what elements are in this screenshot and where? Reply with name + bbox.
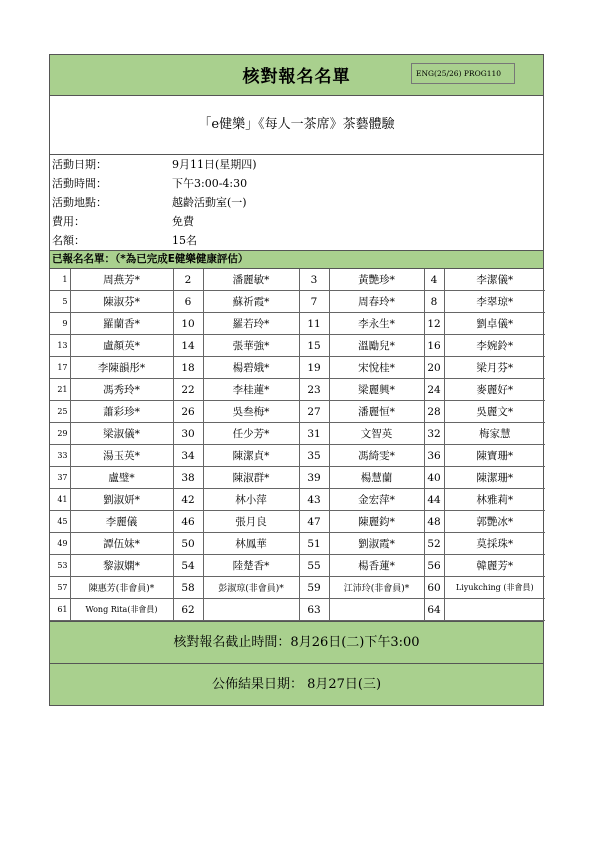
entry-name: 潘麗恒*	[329, 401, 424, 423]
entry-name: 馮秀玲*	[70, 379, 173, 401]
entry-name: 梁麗興*	[329, 379, 424, 401]
entry-number: 6	[173, 291, 203, 313]
entry-number: 27	[299, 401, 329, 423]
table-row	[50, 489, 545, 511]
entry-number: 39	[299, 467, 329, 489]
entry-name: 韓麗芳*	[444, 555, 545, 577]
entry-number: 54	[173, 555, 203, 577]
entry-number: 7	[299, 291, 329, 313]
entry-name: 文智英	[329, 423, 424, 445]
entry-number: 9	[50, 313, 70, 335]
page-title: 核對報名名單	[242, 67, 351, 87]
entry-number: 23	[299, 379, 329, 401]
entry-name: 譚伍妹*	[70, 533, 173, 555]
entry-name: 李翠琼*	[444, 291, 545, 313]
entry-number: 60	[424, 577, 444, 599]
info-value: 免費	[172, 215, 194, 228]
entry-name: 金宏萍*	[329, 489, 424, 511]
entry-name: 黃艷珍*	[329, 269, 424, 291]
info-value: 越齡活動室(一)	[172, 196, 247, 209]
table-row	[50, 313, 545, 335]
entry-name: 李桂蓮*	[203, 379, 299, 401]
entry-name: 陳潔珊*	[444, 467, 545, 489]
program-code: ENG(25/26) PROG110	[411, 63, 515, 84]
entry-number: 50	[173, 533, 203, 555]
entry-number: 19	[299, 357, 329, 379]
table-row	[50, 423, 545, 445]
entry-number: 47	[299, 511, 329, 533]
table-row	[50, 599, 545, 621]
entry-number: 62	[173, 599, 203, 621]
entry-name: 陳寶珊*	[444, 445, 545, 467]
info-value: 下午3:00-4:30	[172, 177, 248, 190]
entry-number: 64	[424, 599, 444, 621]
info-fee	[50, 212, 543, 231]
activity-title: 「e健樂」《每人一茶席》茶藝體驗	[50, 96, 543, 155]
table-row	[50, 357, 545, 379]
entry-name: 周春玲*	[329, 291, 424, 313]
entry-number: 63	[299, 599, 329, 621]
entry-number: 42	[173, 489, 203, 511]
entry-number: 43	[299, 489, 329, 511]
entry-name: 郭艷冰*	[444, 511, 545, 533]
entry-name	[329, 599, 424, 621]
entry-number: 61	[50, 599, 70, 621]
info-label: 活動日期：	[52, 158, 107, 171]
entry-name: 麥麗好*	[444, 379, 545, 401]
entry-number: 55	[299, 555, 329, 577]
entry-number: 25	[50, 401, 70, 423]
entry-name: 任少芳*	[203, 423, 299, 445]
entry-name: 馮綺雯*	[329, 445, 424, 467]
entry-number: 59	[299, 577, 329, 599]
entry-number: 15	[299, 335, 329, 357]
entry-number: 17	[50, 357, 70, 379]
entry-number: 31	[299, 423, 329, 445]
entry-name: 劉卓儀*	[444, 313, 545, 335]
table-row	[50, 467, 545, 489]
table-row	[50, 379, 545, 401]
entry-number: 41	[50, 489, 70, 511]
entry-number: 58	[173, 577, 203, 599]
entry-name: 江沛玲(非會員)*	[329, 577, 424, 599]
entry-number: 38	[173, 467, 203, 489]
title-row	[50, 55, 543, 96]
entry-name: 楊碧娥*	[203, 357, 299, 379]
info-venue	[50, 193, 543, 212]
entry-name: 宋悅桂*	[329, 357, 424, 379]
entry-number: 46	[173, 511, 203, 533]
entry-number: 24	[424, 379, 444, 401]
table-row	[50, 269, 545, 291]
entry-name: 莫採珠*	[444, 533, 545, 555]
table-row	[50, 555, 545, 577]
entry-name	[444, 599, 545, 621]
entry-name: 張華強*	[203, 335, 299, 357]
table-row	[50, 401, 545, 423]
entry-name: 梁月芬*	[444, 357, 545, 379]
entry-name: 蕭彩珍*	[70, 401, 173, 423]
registration-sheet	[49, 54, 544, 706]
entry-number: 26	[173, 401, 203, 423]
entry-number: 56	[424, 555, 444, 577]
entry-name: 羅若玲*	[203, 313, 299, 335]
entry-name: 蘇祈霞*	[203, 291, 299, 313]
entry-number: 3	[299, 269, 329, 291]
entry-number: 2	[173, 269, 203, 291]
table-row	[50, 533, 545, 555]
deadline-row: 核對報名截止時間：8月26日(二)下午3:00	[50, 621, 543, 663]
entry-name: 梁淑儀*	[70, 423, 173, 445]
info-label: 活動時間：	[52, 177, 107, 190]
entry-name: 劉淑霞*	[329, 533, 424, 555]
entry-number: 13	[50, 335, 70, 357]
entry-number: 35	[299, 445, 329, 467]
entry-number: 51	[299, 533, 329, 555]
entry-name: 李潔儀*	[444, 269, 545, 291]
entry-number: 11	[299, 313, 329, 335]
entry-number: 28	[424, 401, 444, 423]
entry-number: 40	[424, 467, 444, 489]
entry-number: 16	[424, 335, 444, 357]
entry-name: 李婉鈴*	[444, 335, 545, 357]
entry-number: 57	[50, 577, 70, 599]
entry-number: 37	[50, 467, 70, 489]
entry-number: 49	[50, 533, 70, 555]
entry-number: 29	[50, 423, 70, 445]
entry-name: 陳惠芳(非會員)*	[70, 577, 173, 599]
entry-name: 黎淑嫻*	[70, 555, 173, 577]
entry-name: 湯玉英*	[70, 445, 173, 467]
entry-number: 1	[50, 269, 70, 291]
entry-name: 陳潔貞*	[203, 445, 299, 467]
entry-number: 18	[173, 357, 203, 379]
entry-name: 陳淑群*	[203, 467, 299, 489]
entry-number: 20	[424, 357, 444, 379]
info-value: 15名	[172, 234, 197, 247]
entry-number: 45	[50, 511, 70, 533]
entry-name: 林雅莉*	[444, 489, 545, 511]
entry-number: 32	[424, 423, 444, 445]
entry-name: 楊慧蘭	[329, 467, 424, 489]
info-value: 9月11日(星期四)	[172, 158, 257, 171]
entry-name: 陳淑芬*	[70, 291, 173, 313]
entry-number: 44	[424, 489, 444, 511]
info-label: 名額：	[52, 234, 85, 247]
entry-name: 林鳳華	[203, 533, 299, 555]
entry-number: 34	[173, 445, 203, 467]
info-quota	[50, 231, 543, 251]
entry-number: 30	[173, 423, 203, 445]
entry-name: 盧璧*	[70, 467, 173, 489]
table-row	[50, 511, 545, 533]
entry-name	[203, 599, 299, 621]
info-label: 活動地點：	[52, 196, 107, 209]
entry-number: 12	[424, 313, 444, 335]
entry-name: 溫勵兒*	[329, 335, 424, 357]
entry-number: 52	[424, 533, 444, 555]
entry-number: 5	[50, 291, 70, 313]
entry-name: 李永生*	[329, 313, 424, 335]
registered-heading: 已報名名單：（*為已完成E健樂健康評估）	[50, 251, 543, 269]
entry-name: 李麗儀	[70, 511, 173, 533]
entry-number: 14	[173, 335, 203, 357]
entry-name: 羅蘭香*	[70, 313, 173, 335]
entry-number: 10	[173, 313, 203, 335]
info-label: 費用：	[52, 215, 85, 228]
entry-name: Liyukching (非會員)	[444, 577, 545, 599]
entry-name: 劉淑妍*	[70, 489, 173, 511]
entry-name: 盧顏英*	[70, 335, 173, 357]
entry-number: 21	[50, 379, 70, 401]
entry-number: 33	[50, 445, 70, 467]
info-time	[50, 174, 543, 193]
entry-number: 4	[424, 269, 444, 291]
entry-name: 梅家慧	[444, 423, 545, 445]
entry-name: 李陳韻彤*	[70, 357, 173, 379]
entry-name: 彭淑琼(非會員)*	[203, 577, 299, 599]
registrant-table	[50, 269, 545, 621]
entry-name: 楊香蓮*	[329, 555, 424, 577]
entry-number: 48	[424, 511, 444, 533]
entry-number: 53	[50, 555, 70, 577]
entry-number: 22	[173, 379, 203, 401]
entry-name: Wong Rita(非會員)	[70, 599, 173, 621]
table-row	[50, 291, 545, 313]
table-row	[50, 335, 545, 357]
entry-name: 吳叁梅*	[203, 401, 299, 423]
entry-name: 陸楚香*	[203, 555, 299, 577]
entry-name: 吳麗文*	[444, 401, 545, 423]
entry-name: 潘麗敏*	[203, 269, 299, 291]
entry-number: 36	[424, 445, 444, 467]
entry-name: 陳麗鈞*	[329, 511, 424, 533]
entry-name: 林小萍	[203, 489, 299, 511]
entry-name: 周燕芳*	[70, 269, 173, 291]
entry-name: 張月良	[203, 511, 299, 533]
table-row	[50, 577, 545, 599]
entry-number: 8	[424, 291, 444, 313]
announce-row: 公佈結果日期： 8月27日(三)	[50, 663, 543, 705]
info-date	[50, 155, 543, 174]
table-row	[50, 445, 545, 467]
